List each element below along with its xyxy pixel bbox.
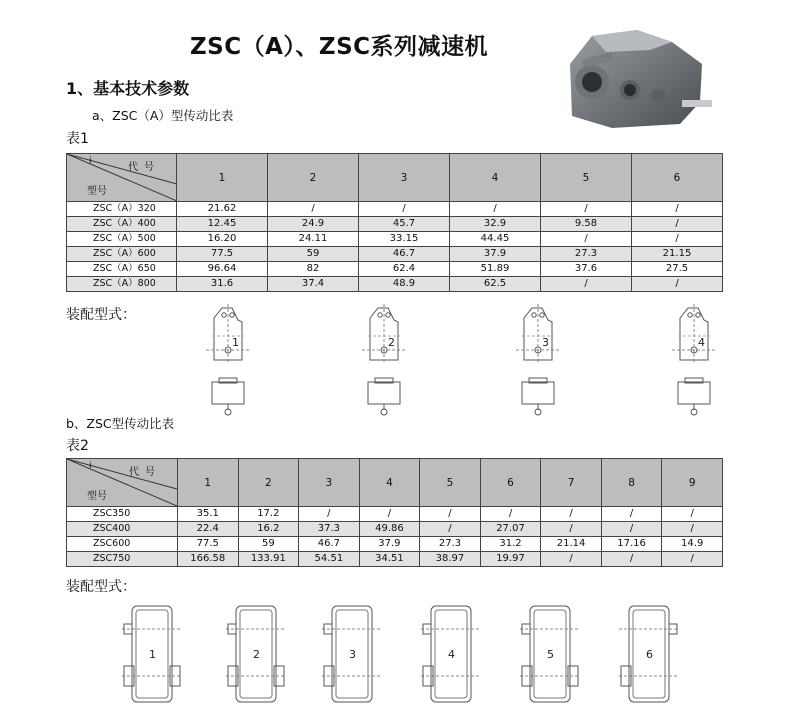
ratio-cell: 32.9 (450, 217, 541, 232)
header-i-label: i (89, 156, 92, 166)
ratio-cell: / (541, 552, 602, 567)
ratio-cell: 35.1 (178, 507, 239, 522)
column-header: 1 (177, 154, 268, 202)
ratio-cell: 44.45 (450, 232, 541, 247)
ratio-cell: / (541, 232, 632, 247)
ratio-cell: / (601, 507, 662, 522)
ratio-cell: 59 (268, 247, 359, 262)
assembly-number: 2 (388, 336, 395, 349)
ratio-cell: / (359, 202, 450, 217)
ratio-cell: 77.5 (178, 537, 239, 552)
ratio-cell: / (632, 277, 723, 292)
ratio-cell: 62.5 (450, 277, 541, 292)
ratio-cell: / (541, 277, 632, 292)
column-header: 6 (632, 154, 723, 202)
ratio-cell: 46.7 (359, 247, 450, 262)
ratio-cell: 21.62 (177, 202, 268, 217)
table-row (67, 232, 723, 247)
ratio-cell: 34.51 (359, 552, 420, 567)
ratio-cell: / (480, 507, 541, 522)
ratio-cell: / (662, 507, 723, 522)
table-row (67, 522, 723, 537)
assembly-number: 4 (698, 336, 705, 349)
ratio-cell: 22.4 (178, 522, 239, 537)
column-header: 6 (480, 459, 541, 507)
ratio-cell: / (662, 552, 723, 567)
ratio-cell: 45.7 (359, 217, 450, 232)
table2-label: 表2 (66, 438, 89, 454)
ratio-cell: / (450, 202, 541, 217)
ratio-cell: / (662, 522, 723, 537)
assembly-diagram (226, 606, 286, 702)
ratio-cell: 27.3 (420, 537, 481, 552)
ratio-cell: / (268, 202, 359, 217)
ratio-cell: 27.3 (541, 247, 632, 262)
ratio-cell: 82 (268, 262, 359, 277)
column-header: 7 (541, 459, 602, 507)
assembly-diagram (322, 606, 382, 702)
table2-caption: b、ZSC型传动比表 (66, 416, 175, 431)
ratio-cell: / (299, 507, 360, 522)
column-header: 5 (541, 154, 632, 202)
ratio-cell: 49.86 (359, 522, 420, 537)
model-cell: ZSC（A）650 (67, 262, 177, 277)
header-model-label: 型号 (87, 186, 107, 197)
assembly-label: 装配型式： (66, 579, 136, 595)
column-header: 9 (662, 459, 723, 507)
ratio-cell: 17.16 (601, 537, 662, 552)
table-row (67, 552, 723, 567)
ratio-cell: 38.97 (420, 552, 481, 567)
ratio-cell: 12.45 (177, 217, 268, 232)
ratio-table-2 (66, 458, 723, 567)
column-header: 2 (268, 154, 359, 202)
model-cell: ZSC（A）800 (67, 277, 177, 292)
ratio-cell: 24.9 (268, 217, 359, 232)
ratio-cell: 24.11 (268, 232, 359, 247)
model-cell: ZSC350 (67, 507, 178, 522)
assembly-diagrams-1 (0, 300, 790, 418)
column-header: 3 (299, 459, 360, 507)
ratio-table-1 (66, 153, 723, 292)
assembly-diagram (421, 606, 481, 702)
reducer-product-image (552, 24, 718, 132)
assembly-number: 4 (448, 648, 455, 661)
ratio-cell: 133.91 (238, 552, 299, 567)
ratio-cell: / (601, 522, 662, 537)
ratio-cell: 96.64 (177, 262, 268, 277)
column-header: 2 (238, 459, 299, 507)
table1-label: 表1 (66, 131, 89, 147)
section-heading: 1、基本技术参数 (66, 79, 190, 98)
ratio-cell: 19.97 (480, 552, 541, 567)
assembly-diagram (520, 606, 580, 702)
ratio-cell: 21.15 (632, 247, 723, 262)
model-cell: ZSC（A）600 (67, 247, 177, 262)
ratio-cell: 17.2 (238, 507, 299, 522)
header-corner-cell (67, 154, 177, 202)
ratio-cell: / (541, 202, 632, 217)
ratio-cell: 37.9 (359, 537, 420, 552)
ratio-cell: / (632, 217, 723, 232)
ratio-cell: 51.89 (450, 262, 541, 277)
ratio-cell: / (541, 507, 602, 522)
header-code-label: 代号 (128, 162, 160, 173)
assembly-diagram (206, 304, 250, 415)
ratio-cell: / (632, 232, 723, 247)
ratio-cell: 16.20 (177, 232, 268, 247)
ratio-cell: 33.15 (359, 232, 450, 247)
assembly-number: 1 (232, 336, 239, 349)
column-header: 8 (601, 459, 662, 507)
table-row (67, 202, 723, 217)
ratio-cell: 37.9 (450, 247, 541, 262)
ratio-cell: / (420, 522, 481, 537)
model-cell: ZSC750 (67, 552, 178, 567)
ratio-cell: 31.2 (480, 537, 541, 552)
assembly-diagram (516, 304, 560, 415)
ratio-cell: 48.9 (359, 277, 450, 292)
assembly-diagrams-2 (0, 598, 790, 704)
column-header: 3 (359, 154, 450, 202)
model-cell: ZSC400 (67, 522, 178, 537)
ratio-cell: 37.3 (299, 522, 360, 537)
ratio-cell: 37.6 (541, 262, 632, 277)
ratio-cell: / (359, 507, 420, 522)
ratio-cell: / (420, 507, 481, 522)
table-row (67, 507, 723, 522)
ratio-cell: 16.2 (238, 522, 299, 537)
column-header: 4 (359, 459, 420, 507)
header-corner-cell (67, 459, 178, 507)
column-header: 1 (178, 459, 239, 507)
table-row (67, 277, 723, 292)
assembly-number: 3 (349, 648, 356, 661)
column-header: 4 (450, 154, 541, 202)
column-header: 5 (420, 459, 481, 507)
model-cell: ZSC（A）500 (67, 232, 177, 247)
ratio-cell: 54.51 (299, 552, 360, 567)
model-cell: ZSC600 (67, 537, 178, 552)
ratio-cell: 166.58 (178, 552, 239, 567)
assembly-diagram (122, 606, 182, 702)
page-title: ZSC（A）、ZSC系列减速机 (190, 34, 489, 60)
assembly-number: 3 (542, 336, 549, 349)
table-row (67, 247, 723, 262)
assembly-number: 2 (253, 648, 260, 661)
ratio-cell: 37.4 (268, 277, 359, 292)
ratio-cell: 46.7 (299, 537, 360, 552)
table-row (67, 537, 723, 552)
model-cell: ZSC（A）320 (67, 202, 177, 217)
ratio-cell: / (601, 552, 662, 567)
ratio-cell: 77.5 (177, 247, 268, 262)
header-code-label: 代号 (129, 467, 161, 478)
ratio-cell: 27.5 (632, 262, 723, 277)
assembly-diagram (362, 304, 406, 415)
ratio-cell: 21.14 (541, 537, 602, 552)
ratio-cell: 59 (238, 537, 299, 552)
ratio-cell: 9.58 (541, 217, 632, 232)
ratio-cell: 31.6 (177, 277, 268, 292)
assembly-label: 装配型式： (66, 307, 136, 323)
table1-caption: a、ZSC（A）型传动比表 (92, 108, 234, 123)
assembly-number: 1 (149, 648, 156, 661)
ratio-cell: / (541, 522, 602, 537)
ratio-cell: 27.07 (480, 522, 541, 537)
header-i-label: i (89, 461, 92, 471)
assembly-number: 5 (547, 648, 554, 661)
table-row (67, 262, 723, 277)
ratio-cell: / (632, 202, 723, 217)
assembly-diagram (672, 304, 716, 415)
header-model-label: 型号 (87, 491, 107, 502)
model-cell: ZSC（A）400 (67, 217, 177, 232)
table-row (67, 217, 723, 232)
ratio-cell: 14.9 (662, 537, 723, 552)
assembly-diagram (619, 606, 679, 702)
assembly-number: 6 (646, 648, 653, 661)
ratio-cell: 62.4 (359, 262, 450, 277)
